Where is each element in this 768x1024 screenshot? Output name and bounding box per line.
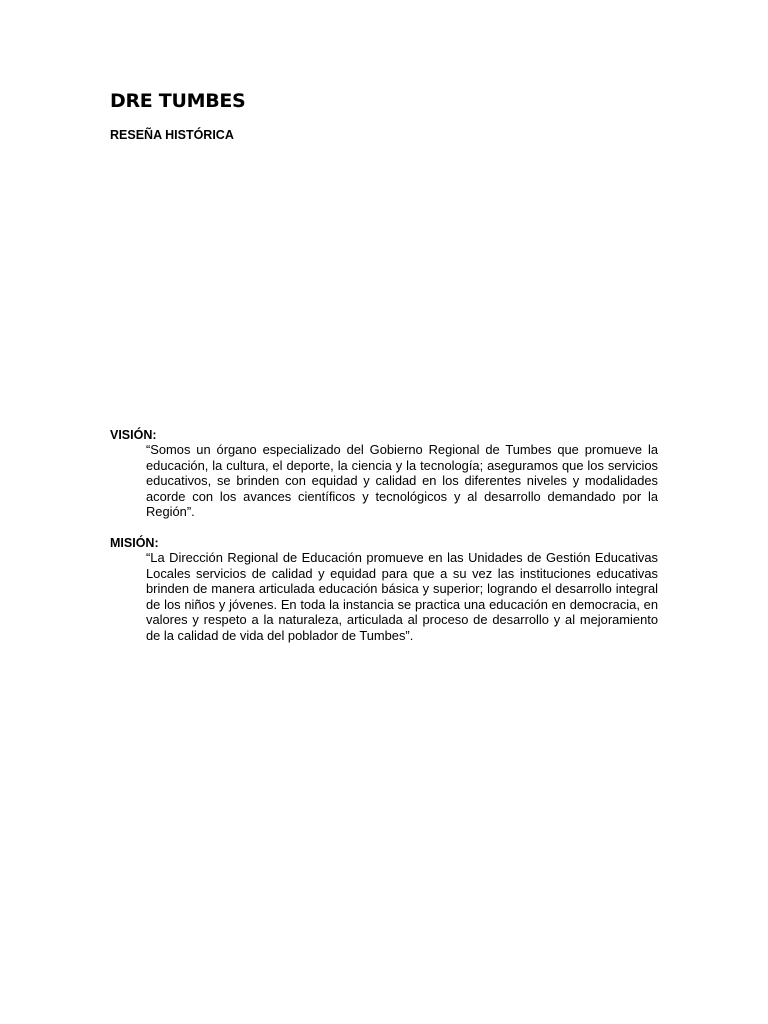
mision-heading: MISIÓN: (110, 536, 159, 550)
mision-paragraph: “La Dirección Regional de Educación promueve en las Unidades de Gestión Educativas Locales servicios de calidad y equidad para que a su vez las instituciones educativas brinden de manera articulada educación básica y superior; logrando el desarrollo integral de los niños y jóvenes. En toda la instancia se practica una educación en democracia, en valores y respeto a la naturaleza, articulada al proceso de desarrollo y al mejoramiento de la calidad de vida del poblador de Tumbes”. (146, 550, 658, 643)
vision-paragraph: “Somos un órgano especializado del Gobierno Regional de Tumbes que promueve la educación, la cultura, el deporte, la ciencia y la tecnología; aseguramos que los servicios educativos, se brinden con equidad y calidad en los diferentes niveles y modalidades acorde con los avances científicos y tecnológicos y al desarrollo demandado por la Región”. (146, 442, 658, 520)
document-title: DRE TUMBES (110, 90, 246, 112)
vision-heading: VISIÓN: (110, 428, 157, 442)
document-subtitle: RESEÑA HISTÓRICA (110, 128, 234, 142)
